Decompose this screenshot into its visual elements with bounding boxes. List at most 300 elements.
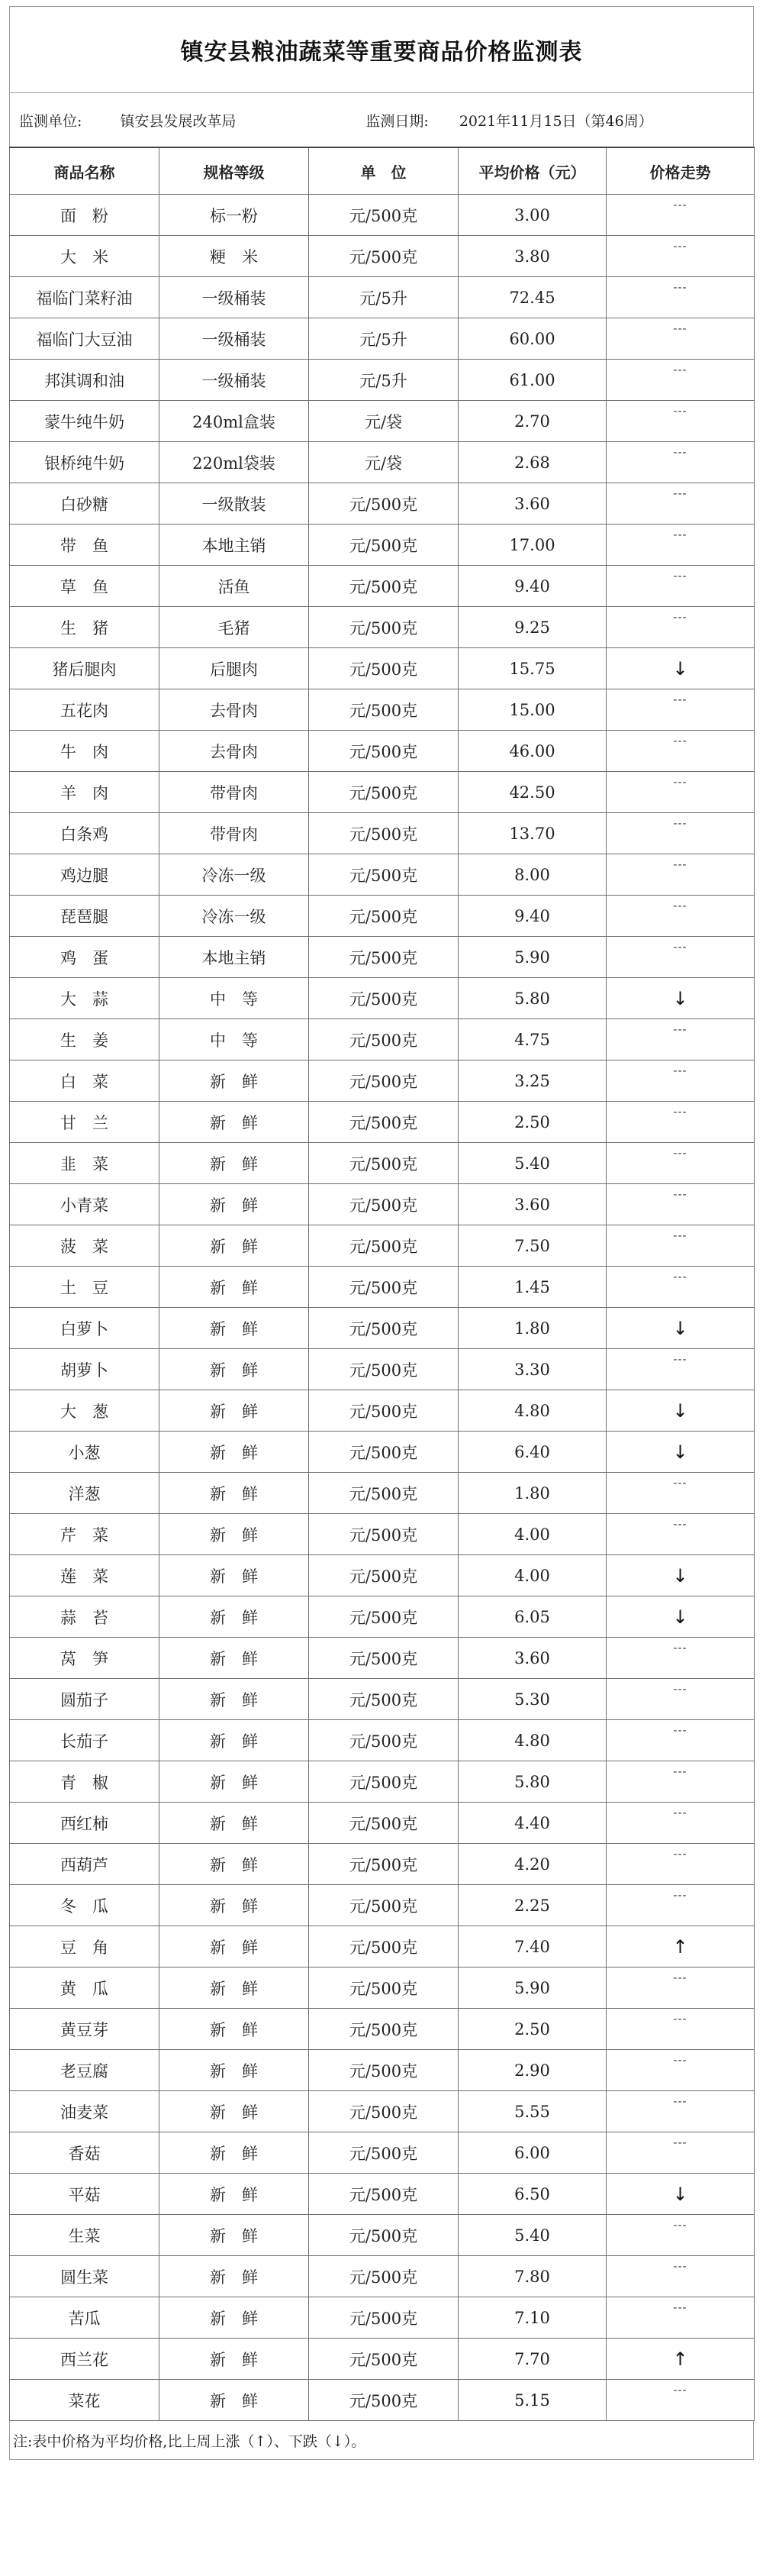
cell-trend — [607, 937, 755, 978]
table-row — [10, 1349, 755, 1390]
cell-name: 老豆腐 — [10, 2050, 159, 2091]
cell-trend — [607, 772, 755, 813]
cell-name: 白 菜 — [10, 1060, 159, 1102]
cell-grade: 本地主销 — [159, 525, 309, 566]
cell-unit: 元/500克 — [309, 1308, 459, 1349]
cell-name: 面 粉 — [10, 195, 159, 236]
cell-name: 豆 角 — [10, 1926, 159, 1968]
flat-dash: --- — [673, 2302, 687, 2314]
monitor-date-value: 2021年11月15日（第46周） — [459, 112, 653, 130]
cell-price: 15.00 — [459, 689, 607, 731]
cell-grade: 新 鲜 — [159, 1143, 309, 1184]
cell-trend — [607, 607, 755, 648]
col-header-trend: 价格走势 — [607, 147, 755, 195]
table-row — [10, 1390, 755, 1432]
table-row — [10, 1184, 755, 1225]
cell-price: 5.80 — [459, 978, 607, 1019]
flat-dash: --- — [673, 1683, 687, 1696]
flat-dash: --- — [673, 529, 687, 541]
cell-grade: 一级桶装 — [159, 318, 309, 360]
cell-unit: 元/500克 — [309, 1926, 459, 1968]
cell-grade: 新 鲜 — [159, 2297, 309, 2339]
cell-trend — [607, 2174, 755, 2215]
flat-dash: --- — [673, 1890, 687, 1902]
cell-price: 4.75 — [459, 1019, 607, 1060]
cell-unit: 元/500克 — [309, 1143, 459, 1184]
table-row — [10, 1761, 755, 1803]
table-row — [10, 1060, 755, 1102]
cell-unit: 元/500克 — [309, 1844, 459, 1885]
cell-grade: 新 鲜 — [159, 1885, 309, 1926]
cell-name: 牛 肉 — [10, 731, 159, 772]
down-arrow-icon: ↓ — [672, 2183, 688, 2205]
cell-price: 5.15 — [459, 2380, 607, 2421]
cell-price: 4.00 — [459, 1555, 607, 1596]
cell-price: 3.60 — [459, 1638, 607, 1679]
flat-dash: --- — [673, 1106, 687, 1119]
cell-price: 5.80 — [459, 1761, 607, 1803]
cell-grade: 新 鲜 — [159, 1225, 309, 1267]
cell-grade: 新 鲜 — [159, 1761, 309, 1803]
cell-name: 蒜 苔 — [10, 1596, 159, 1638]
table-row — [10, 318, 755, 360]
cell-trend — [607, 1968, 755, 2009]
cell-unit: 元/500克 — [309, 1720, 459, 1761]
cell-price: 7.40 — [459, 1926, 607, 1968]
flat-dash: --- — [673, 2096, 687, 2108]
cell-price: 61.00 — [459, 360, 607, 401]
cell-grade: 新 鲜 — [159, 1514, 309, 1555]
cell-trend — [607, 648, 755, 689]
cell-price: 3.60 — [459, 1184, 607, 1225]
cell-unit: 元/500克 — [309, 896, 459, 937]
cell-name: 蒙牛纯牛奶 — [10, 401, 159, 442]
table-row — [10, 1720, 755, 1761]
table-row — [10, 442, 755, 483]
cell-name: 琵琶腿 — [10, 896, 159, 937]
cell-name: 菜花 — [10, 2380, 159, 2421]
cell-grade: 新 鲜 — [159, 1926, 309, 1968]
cell-name: 平菇 — [10, 2174, 159, 2215]
cell-price: 5.55 — [459, 2091, 607, 2132]
flat-dash: --- — [673, 1271, 687, 1283]
table-row — [10, 1432, 755, 1473]
cell-trend — [607, 1555, 755, 1596]
table-row — [10, 483, 755, 525]
down-arrow-icon: ↓ — [672, 1564, 688, 1587]
cell-price: 72.45 — [459, 277, 607, 318]
monitor-unit-label: 监测单位: — [19, 112, 82, 130]
table-row — [10, 1555, 755, 1596]
cell-price: 3.00 — [459, 195, 607, 236]
table-row — [10, 1803, 755, 1844]
cell-price: 2.50 — [459, 1102, 607, 1143]
cell-price: 7.80 — [459, 2256, 607, 2297]
cell-price: 15.75 — [459, 648, 607, 689]
cell-grade: 新 鲜 — [159, 1308, 309, 1349]
cell-price: 5.40 — [459, 1143, 607, 1184]
cell-grade: 粳 米 — [159, 236, 309, 277]
table-row — [10, 1514, 755, 1555]
cell-unit: 元/500克 — [309, 1803, 459, 1844]
cell-unit: 元/500克 — [309, 1596, 459, 1638]
cell-price: 6.40 — [459, 1432, 607, 1473]
flat-dash: --- — [673, 2384, 687, 2397]
cell-unit: 元/500克 — [309, 1968, 459, 2009]
cell-unit: 元/500克 — [309, 2050, 459, 2091]
flat-dash: --- — [673, 323, 687, 335]
cell-unit: 元/500克 — [309, 1390, 459, 1432]
table-row — [10, 1473, 755, 1514]
table-row — [10, 854, 755, 896]
cell-unit: 元/500克 — [309, 689, 459, 731]
table-row — [10, 772, 755, 813]
cell-unit: 元/500克 — [309, 236, 459, 277]
flat-dash: --- — [673, 612, 687, 624]
cell-name: 冬 瓜 — [10, 1885, 159, 1926]
cell-grade: 新 鲜 — [159, 1555, 309, 1596]
flat-dash: --- — [673, 1024, 687, 1036]
cell-trend — [607, 566, 755, 607]
table-row — [10, 731, 755, 772]
cell-unit: 元/500克 — [309, 2091, 459, 2132]
cell-trend — [607, 360, 755, 401]
flat-dash: --- — [673, 1848, 687, 1861]
cell-grade: 带骨肉 — [159, 813, 309, 854]
cell-name: 草 鱼 — [10, 566, 159, 607]
cell-price: 2.68 — [459, 442, 607, 483]
cell-trend — [607, 854, 755, 896]
flat-dash: --- — [673, 199, 687, 211]
cell-price: 5.90 — [459, 937, 607, 978]
cell-unit: 元/袋 — [309, 401, 459, 442]
up-arrow-icon: ↑ — [672, 2348, 688, 2370]
cell-unit: 元/500克 — [309, 1019, 459, 1060]
cell-name: 长茄子 — [10, 1720, 159, 1761]
cell-unit: 元/500克 — [309, 813, 459, 854]
cell-unit: 元/500克 — [309, 607, 459, 648]
cell-grade: 新 鲜 — [159, 1596, 309, 1638]
cell-price: 1.80 — [459, 1473, 607, 1514]
cell-price: 42.50 — [459, 772, 607, 813]
cell-price: 6.00 — [459, 2132, 607, 2174]
cell-name: 羊 肉 — [10, 772, 159, 813]
cell-trend — [607, 236, 755, 277]
table-row — [10, 1968, 755, 2009]
table-row — [10, 1225, 755, 1267]
cell-grade: 标一粉 — [159, 195, 309, 236]
table-row — [10, 1679, 755, 1720]
table-row — [10, 1308, 755, 1349]
cell-price: 8.00 — [459, 854, 607, 896]
cell-name: 大 米 — [10, 236, 159, 277]
cell-grade: 新 鲜 — [159, 1679, 309, 1720]
page-title: 镇安县粮油蔬菜等重要商品价格监测表 — [9, 6, 754, 93]
cell-unit: 元/500克 — [309, 1555, 459, 1596]
col-header-grade: 规格等级 — [159, 147, 309, 195]
cell-grade: 新 鲜 — [159, 1473, 309, 1514]
cell-trend — [607, 401, 755, 442]
table-row — [10, 1143, 755, 1184]
cell-trend — [607, 1432, 755, 1473]
cell-grade: 新 鲜 — [159, 1638, 309, 1679]
table-row — [10, 277, 755, 318]
cell-trend — [607, 318, 755, 360]
cell-price: 9.25 — [459, 607, 607, 648]
flat-dash: --- — [673, 405, 687, 418]
price-sheet — [9, 6, 754, 2460]
cell-name: 甘 兰 — [10, 1102, 159, 1143]
footnote: 注:表中价格为平均价格,比上周上涨（↑）、下跌（↓）。 — [9, 2421, 754, 2460]
flat-dash: --- — [673, 1477, 687, 1490]
cell-trend — [607, 1308, 755, 1349]
cell-grade: 活鱼 — [159, 566, 309, 607]
cell-grade: 新 鲜 — [159, 1390, 309, 1432]
cell-grade: 新 鲜 — [159, 1102, 309, 1143]
cell-name: 生 姜 — [10, 1019, 159, 1060]
cell-trend — [607, 1679, 755, 1720]
cell-price: 7.70 — [459, 2339, 607, 2380]
cell-price: 9.40 — [459, 566, 607, 607]
cell-grade: 新 鲜 — [159, 1060, 309, 1102]
cell-grade: 新 鲜 — [159, 1720, 309, 1761]
cell-unit: 元/500克 — [309, 483, 459, 525]
cell-unit: 元/500克 — [309, 1638, 459, 1679]
table-row — [10, 1638, 755, 1679]
flat-dash: --- — [673, 1807, 687, 1819]
cell-grade: 后腿肉 — [159, 648, 309, 689]
cell-grade: 中 等 — [159, 978, 309, 1019]
flat-dash: --- — [673, 694, 687, 706]
cell-unit: 元/500克 — [309, 731, 459, 772]
down-arrow-icon: ↓ — [672, 1441, 688, 1463]
cell-trend — [607, 1926, 755, 1968]
flat-dash: --- — [673, 2013, 687, 2026]
table-row — [10, 1102, 755, 1143]
cell-price: 2.25 — [459, 1885, 607, 1926]
cell-trend — [607, 1060, 755, 1102]
cell-grade: 去骨肉 — [159, 731, 309, 772]
table-row — [10, 937, 755, 978]
cell-trend — [607, 2132, 755, 2174]
cell-trend — [607, 1720, 755, 1761]
cell-price: 1.80 — [459, 1308, 607, 1349]
table-row — [10, 896, 755, 937]
cell-name: 香菇 — [10, 2132, 159, 2174]
down-arrow-icon: ↓ — [672, 1606, 688, 1628]
cell-unit: 元/500克 — [309, 1885, 459, 1926]
cell-grade: 新 鲜 — [159, 2132, 309, 2174]
cell-name: 白萝卜 — [10, 1308, 159, 1349]
cell-trend — [607, 1596, 755, 1638]
table-row — [10, 2132, 755, 2174]
table-row — [10, 2050, 755, 2091]
cell-name: 鸡 蛋 — [10, 937, 159, 978]
cell-grade: 新 鲜 — [159, 2050, 309, 2091]
flat-dash: --- — [673, 2055, 687, 2067]
cell-name: 小葱 — [10, 1432, 159, 1473]
flat-dash: --- — [673, 941, 687, 954]
cell-unit: 元/500克 — [309, 2132, 459, 2174]
cell-price: 2.70 — [459, 401, 607, 442]
cell-trend — [607, 1803, 755, 1844]
cell-grade: 新 鲜 — [159, 1968, 309, 2009]
cell-name: 鸡边腿 — [10, 854, 159, 896]
cell-trend — [607, 1390, 755, 1432]
table-row — [10, 2380, 755, 2421]
cell-grade: 带骨肉 — [159, 772, 309, 813]
flat-dash: --- — [673, 282, 687, 294]
cell-name: 白条鸡 — [10, 813, 159, 854]
cell-price: 3.80 — [459, 236, 607, 277]
cell-unit: 元/500克 — [309, 772, 459, 813]
cell-trend — [607, 896, 755, 937]
cell-price: 1.45 — [459, 1267, 607, 1308]
cell-price: 5.40 — [459, 2215, 607, 2256]
cell-unit: 元/500克 — [309, 525, 459, 566]
cell-trend — [607, 2091, 755, 2132]
cell-price: 5.90 — [459, 1968, 607, 2009]
cell-name: 洋葱 — [10, 1473, 159, 1514]
cell-unit: 元/500克 — [309, 2380, 459, 2421]
cell-trend — [607, 813, 755, 854]
cell-trend — [607, 1225, 755, 1267]
cell-name: 黄 瓜 — [10, 1968, 159, 2009]
cell-trend — [607, 2009, 755, 2050]
cell-trend — [607, 1267, 755, 1308]
cell-price: 4.20 — [459, 1844, 607, 1885]
cell-trend — [607, 1761, 755, 1803]
cell-unit: 元/500克 — [309, 2215, 459, 2256]
cell-grade: 中 等 — [159, 1019, 309, 1060]
cell-grade: 新 鲜 — [159, 2215, 309, 2256]
cell-trend — [607, 1019, 755, 1060]
cell-trend — [607, 2380, 755, 2421]
cell-name: 猪后腿肉 — [10, 648, 159, 689]
table-row — [10, 236, 755, 277]
flat-dash: --- — [673, 1972, 687, 1984]
cell-grade: 一级散装 — [159, 483, 309, 525]
cell-name: 胡萝卜 — [10, 1349, 159, 1390]
cell-trend — [607, 731, 755, 772]
cell-trend — [607, 2215, 755, 2256]
table-row — [10, 1596, 755, 1638]
cell-name: 小青菜 — [10, 1184, 159, 1225]
table-row — [10, 1844, 755, 1885]
cell-trend — [607, 689, 755, 731]
down-arrow-icon: ↓ — [672, 657, 688, 680]
flat-dash: --- — [673, 2137, 687, 2149]
cell-unit: 元/500克 — [309, 1514, 459, 1555]
flat-dash: --- — [673, 1354, 687, 1366]
flat-dash: --- — [673, 735, 687, 747]
cell-trend — [607, 442, 755, 483]
flat-dash: --- — [673, 1519, 687, 1531]
cell-trend — [607, 1638, 755, 1679]
cell-unit: 元/500克 — [309, 648, 459, 689]
flat-dash: --- — [673, 1642, 687, 1654]
cell-trend — [607, 978, 755, 1019]
cell-grade: 240ml盒装 — [159, 401, 309, 442]
cell-trend — [607, 525, 755, 566]
flat-dash: --- — [673, 2219, 687, 2232]
cell-name: 菠 菜 — [10, 1225, 159, 1267]
cell-name: 邦淇调和油 — [10, 360, 159, 401]
flat-dash: --- — [673, 1230, 687, 1242]
cell-unit: 元/500克 — [309, 2256, 459, 2297]
table-row — [10, 1926, 755, 1968]
cell-name: 福临门大豆油 — [10, 318, 159, 360]
cell-unit: 元/5升 — [309, 277, 459, 318]
cell-unit: 元/500克 — [309, 2009, 459, 2050]
table-row — [10, 2174, 755, 2215]
cell-name: 圆生菜 — [10, 2256, 159, 2297]
cell-unit: 元/500克 — [309, 566, 459, 607]
cell-price: 60.00 — [459, 318, 607, 360]
cell-trend — [607, 2297, 755, 2339]
table-row — [10, 2297, 755, 2339]
cell-price: 4.40 — [459, 1803, 607, 1844]
cell-trend — [607, 2256, 755, 2297]
flat-dash: --- — [673, 1725, 687, 1737]
info-bar — [9, 93, 754, 147]
cell-trend — [607, 1184, 755, 1225]
monitor-unit-value: 镇安县发展改革局 — [120, 112, 237, 130]
cell-price: 4.80 — [459, 1390, 607, 1432]
table-row — [10, 813, 755, 854]
cell-unit: 元/500克 — [309, 1225, 459, 1267]
cell-grade: 新 鲜 — [159, 1267, 309, 1308]
cell-name: 西兰花 — [10, 2339, 159, 2380]
cell-name: 五花肉 — [10, 689, 159, 731]
cell-grade: 新 鲜 — [159, 2174, 309, 2215]
cell-unit: 元/5升 — [309, 318, 459, 360]
cell-price: 13.70 — [459, 813, 607, 854]
cell-name: 青 椒 — [10, 1761, 159, 1803]
cell-price: 3.60 — [459, 483, 607, 525]
col-header-name: 商品名称 — [10, 147, 159, 195]
cell-unit: 元/500克 — [309, 1102, 459, 1143]
table-header-row — [10, 147, 755, 195]
table-row — [10, 978, 755, 1019]
cell-grade: 新 鲜 — [159, 2256, 309, 2297]
table-row — [10, 1019, 755, 1060]
cell-price: 3.25 — [459, 1060, 607, 1102]
up-arrow-icon: ↑ — [672, 1935, 688, 1958]
flat-dash: --- — [673, 364, 687, 376]
table-row — [10, 401, 755, 442]
price-table — [9, 147, 755, 2421]
cell-grade: 本地主销 — [159, 937, 309, 978]
flat-dash: --- — [673, 1189, 687, 1201]
table-row — [10, 360, 755, 401]
cell-trend — [607, 1885, 755, 1926]
table-row — [10, 648, 755, 689]
cell-unit: 元/500克 — [309, 978, 459, 1019]
cell-name: 西葫芦 — [10, 1844, 159, 1885]
cell-grade: 新 鲜 — [159, 2091, 309, 2132]
cell-grade: 新 鲜 — [159, 1432, 309, 1473]
flat-dash: --- — [673, 240, 687, 253]
down-arrow-icon: ↓ — [672, 1317, 688, 1339]
table-row — [10, 607, 755, 648]
table-row — [10, 2009, 755, 2050]
cell-name: 圆茄子 — [10, 1679, 159, 1720]
cell-trend — [607, 195, 755, 236]
flat-dash: --- — [673, 447, 687, 459]
cell-price: 4.80 — [459, 1720, 607, 1761]
table-row — [10, 195, 755, 236]
